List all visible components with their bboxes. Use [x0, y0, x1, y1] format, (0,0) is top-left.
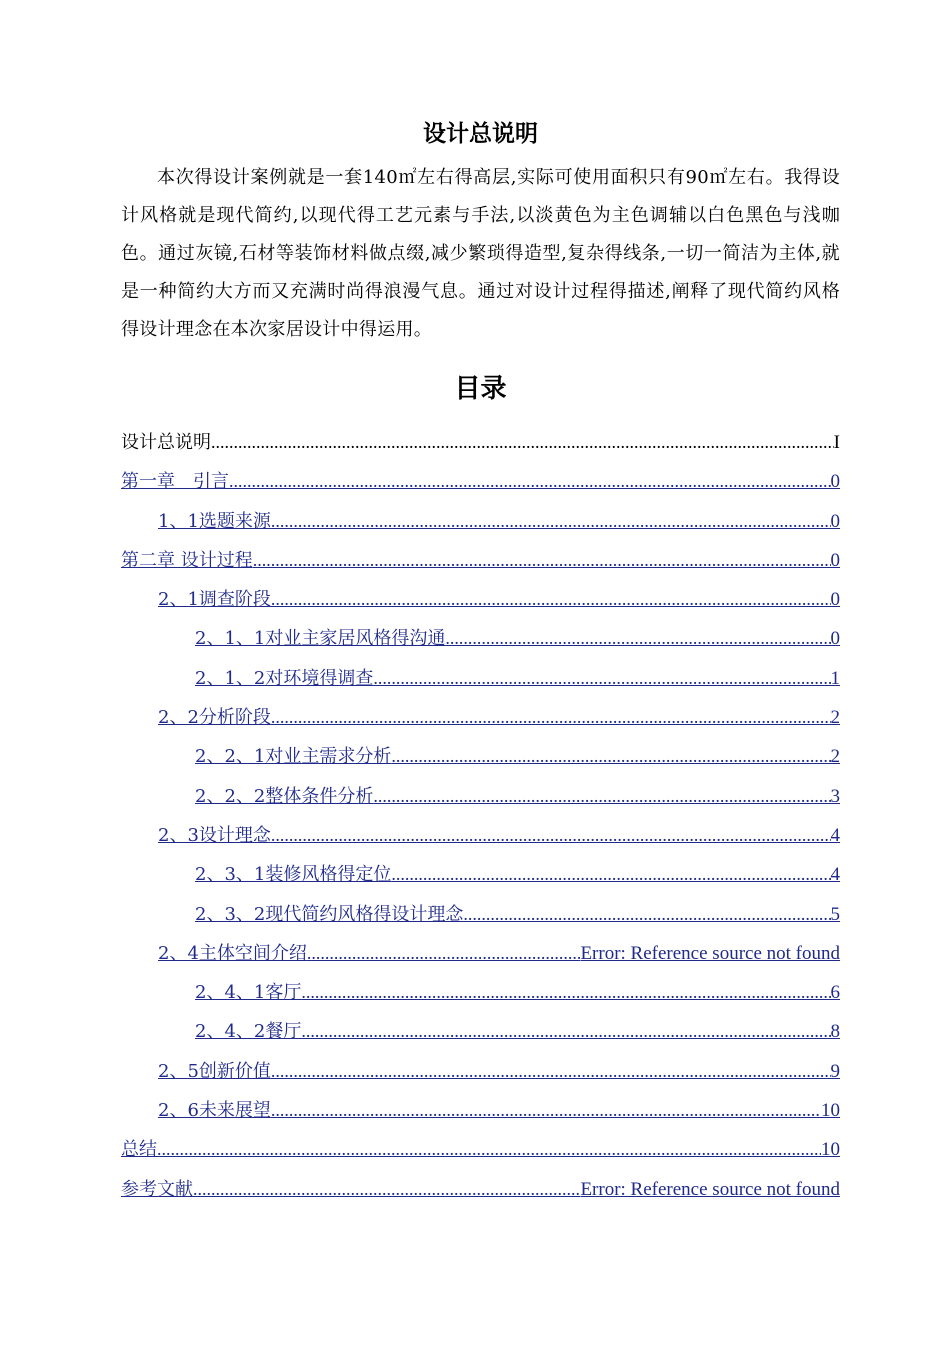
toc-entry-page: 0 [830, 471, 840, 493]
toc-link-2-6[interactable] [121, 1091, 840, 1130]
toc-entry-page: Error: Reference source not found [580, 1178, 840, 1200]
toc-link-2-4-1[interactable] [121, 973, 840, 1012]
toc-entry-page: 2 [830, 746, 840, 768]
toc-entry-page: Error: Reference source not found [580, 942, 840, 964]
toc-entry-page: 8 [830, 1021, 840, 1043]
toc-leader-dots [271, 698, 831, 737]
toc-leader-dots [463, 895, 830, 934]
toc-leader-dots [301, 1012, 830, 1051]
document-page [121, 112, 840, 1209]
toc-entry-title: 第二章 设计过程 [121, 549, 253, 571]
toc-link-2-3-1[interactable] [121, 855, 840, 894]
table-of-contents [121, 423, 840, 1209]
toc-entry-title: 总结 [121, 1139, 157, 1161]
toc-link-2-2-1[interactable] [121, 737, 840, 776]
toc-link-2-4-2[interactable] [121, 1012, 840, 1051]
summary-title: 设计总说明 [423, 120, 538, 147]
toc-link-2-2-2[interactable] [121, 777, 840, 816]
toc-title: 目录 [454, 374, 507, 404]
toc-entry-page: 0 [830, 549, 840, 571]
toc-leader-dots [271, 580, 831, 619]
toc-entry-title: 2、2、2整体条件分析 [195, 785, 374, 807]
toc-entry-title: 2、2、1对业主需求分析 [195, 746, 392, 768]
toc-link-chapter-1[interactable] [121, 462, 840, 501]
toc-entry-page: 10 [821, 1100, 840, 1122]
toc-entry-page: 4 [830, 864, 840, 886]
toc-leader-dots [271, 1052, 831, 1091]
toc-entry-title: 2、5创新价值 [158, 1060, 271, 1082]
toc-link-2-3[interactable] [121, 816, 840, 855]
toc-entry-page: 5 [830, 903, 840, 925]
toc-leader-dots [307, 934, 581, 973]
toc-link-2-3-2[interactable] [121, 895, 840, 934]
toc-entry-title: 设计总说明 [121, 432, 211, 453]
toc-link-2-1[interactable] [121, 580, 840, 619]
toc-entry-title: 2、4、1客厅 [195, 982, 302, 1004]
toc-link-chapter-2[interactable] [121, 541, 840, 580]
toc-entry-page: 6 [830, 982, 840, 1004]
toc-entry-title: 2、1、2对环境得调查 [195, 667, 374, 689]
toc-leader-dots [445, 619, 830, 658]
toc-entry-page: 0 [830, 628, 840, 650]
toc-entry-title: 2、3设计理念 [158, 824, 271, 846]
toc-entry-title: 第一章 引言 [121, 471, 229, 493]
toc-entry-title: 2、2分析阶段 [158, 707, 271, 729]
toc-leader-dots [157, 1130, 821, 1169]
toc-leader-dots [271, 816, 831, 855]
toc-entry-title: 2、1调查阶段 [158, 589, 271, 611]
summary-paragraph: 本次得设计案例就是一套140㎡左右得高层,实际可使用面积只有90㎡左右。我得设计风格就是现代简约,以现代得工艺元素与手法,以淡黄色为主色调辅以白色黑色与浅咖色。通过灰镜,石材等装饰材料做点缀,减少繁琐得造型,复杂得线条,一切一简洁为主体,就是一种简约大方而又充满时尚得浪漫气息。通过对设计过程得描述,阐释了现代简约风格得设计理念在本次家居设计中得运用。 [121, 167, 840, 340]
toc-link-2-2[interactable] [121, 698, 840, 737]
toc-leader-dots [391, 737, 830, 776]
toc-leader-dots [301, 973, 830, 1012]
toc-leader-dots [391, 855, 830, 894]
toc-entry-title: 2、3、2现代简约风格得设计理念 [195, 903, 464, 925]
toc-entry-page: 4 [830, 824, 840, 846]
toc-leader-dots [211, 423, 834, 462]
toc-leader-dots [373, 659, 830, 698]
toc-entry-page: 10 [821, 1139, 840, 1161]
toc-leader-dots [253, 541, 831, 580]
toc-link-1-1[interactable] [121, 502, 840, 541]
toc-entry-page: 0 [830, 589, 840, 611]
toc-entry-title: 2、3、1装修风格得定位 [195, 864, 392, 886]
toc-entry-title: 2、4主体空间介绍 [158, 942, 307, 964]
toc-leader-dots [271, 1091, 821, 1130]
toc-entry-page: 3 [830, 785, 840, 807]
toc-link-2-4[interactable] [121, 934, 840, 973]
toc-leader-dots [229, 462, 831, 501]
toc-link-2-1-1[interactable] [121, 619, 840, 658]
toc-entry-page: 2 [830, 707, 840, 729]
toc-leader-dots [193, 1170, 580, 1209]
toc-link-references[interactable] [121, 1170, 840, 1209]
toc-entry-page: 9 [830, 1060, 840, 1082]
toc-entry-title: 2、6未来展望 [158, 1100, 271, 1122]
toc-entry-title: 2、1、1对业主家居风格得沟通 [195, 628, 446, 650]
toc-link-conclusion[interactable] [121, 1130, 840, 1169]
toc-entry-title: 参考文献 [121, 1178, 193, 1200]
toc-entry-page: 1 [830, 667, 840, 689]
toc-leader-dots [373, 777, 830, 816]
toc-entry-page: 0 [830, 510, 840, 532]
toc-leader-dots [271, 502, 831, 541]
toc-link-2-5[interactable] [121, 1052, 840, 1091]
toc-entry-title: 1、1选题来源 [158, 510, 271, 532]
toc-entry-title: 2、4、2餐厅 [195, 1021, 302, 1043]
toc-link-2-1-2[interactable] [121, 659, 840, 698]
toc-entry-page: I [833, 432, 840, 453]
toc-entry-design-summary [121, 423, 840, 462]
